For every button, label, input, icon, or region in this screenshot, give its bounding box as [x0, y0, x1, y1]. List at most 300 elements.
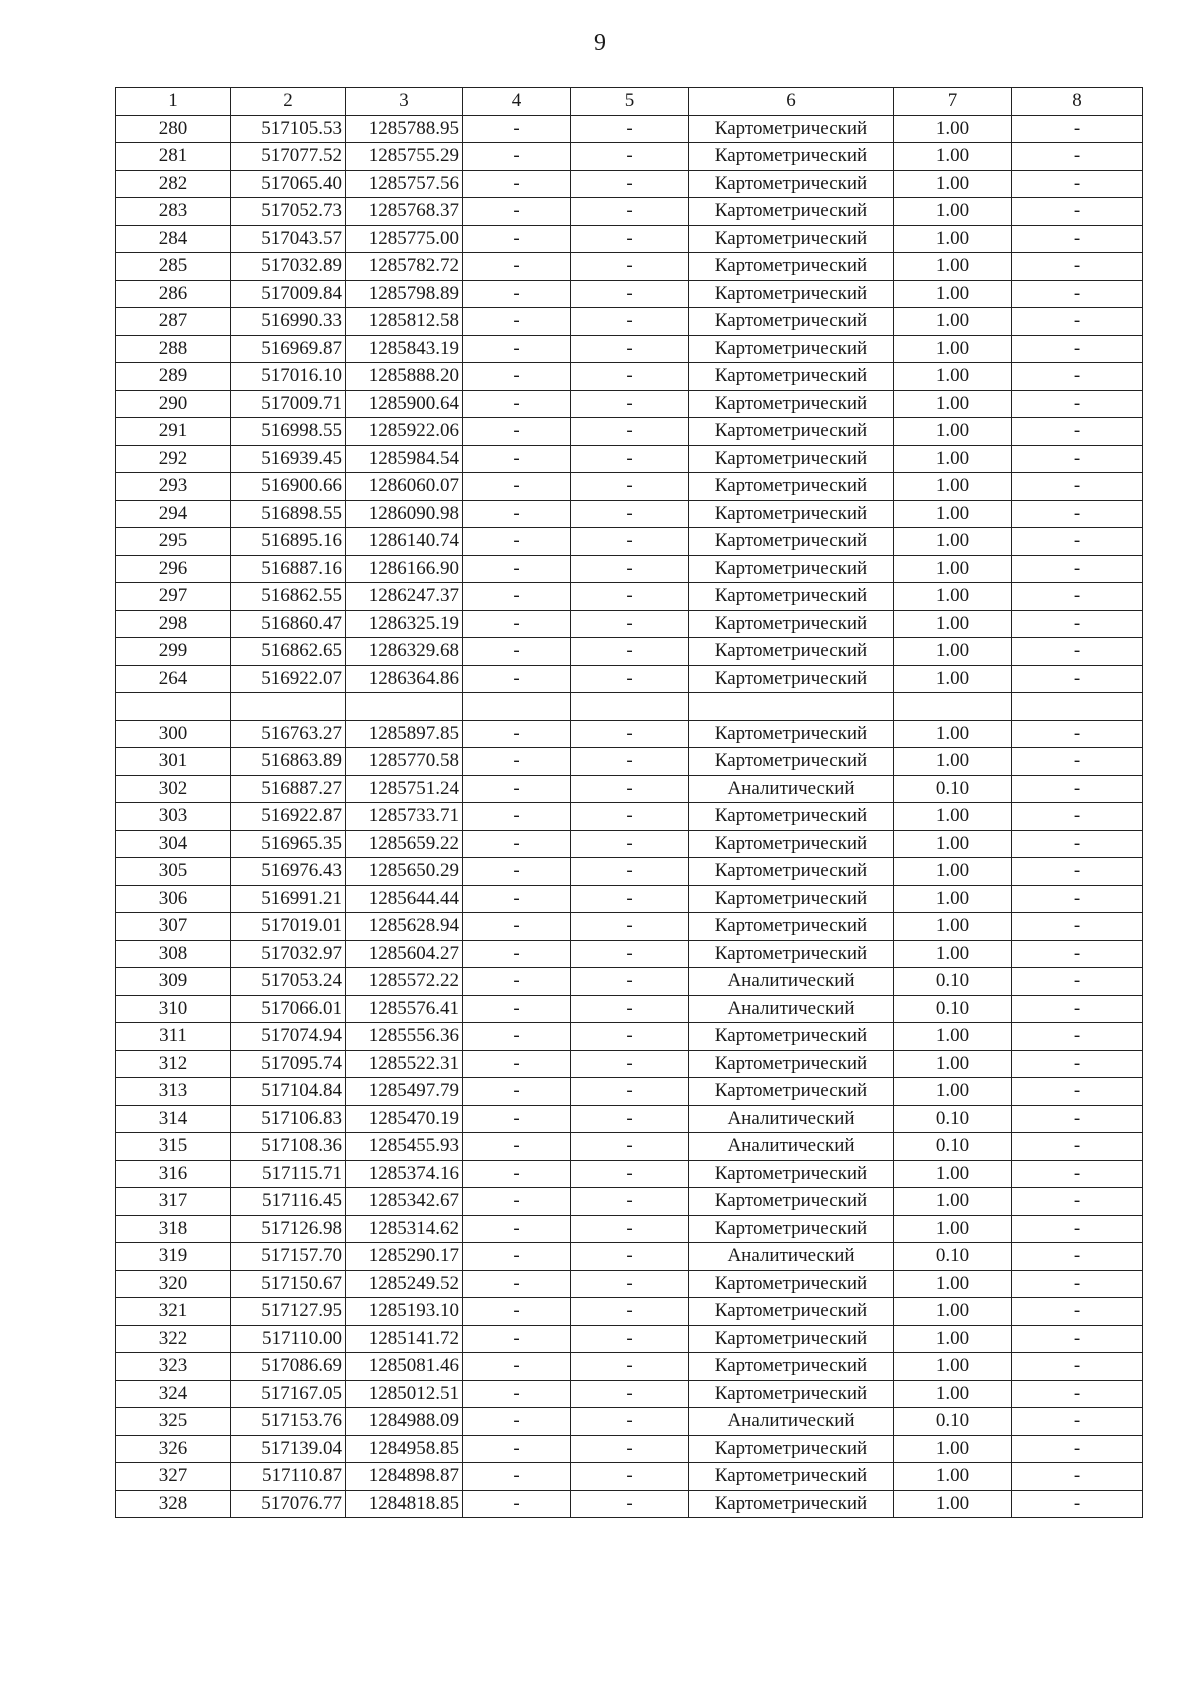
table-row [116, 1215, 1143, 1243]
table-row [116, 115, 1143, 143]
method-cell: Картометрический [689, 1435, 894, 1463]
point-number-cell: 321 [116, 1298, 231, 1326]
y-coordinate-cell: 1285081.46 [346, 1353, 463, 1381]
col5-cell: - [571, 830, 689, 858]
point-number-cell: 298 [116, 610, 231, 638]
col5-cell: - [571, 748, 689, 776]
accuracy-cell: 1.00 [894, 1050, 1012, 1078]
point-number-cell: 300 [116, 720, 231, 748]
y-coordinate-cell: 1285984.54 [346, 445, 463, 473]
x-coordinate-cell: 516998.55 [231, 418, 346, 446]
method-cell: Картометрический [689, 473, 894, 501]
table-row [116, 1188, 1143, 1216]
header-cell: 3 [346, 88, 463, 116]
col4-cell: - [463, 775, 571, 803]
point-number-cell: 287 [116, 308, 231, 336]
col4-cell: - [463, 335, 571, 363]
col4-cell: - [463, 968, 571, 996]
col8-cell: - [1012, 1270, 1143, 1298]
col8-cell: - [1012, 858, 1143, 886]
point-number-cell: 290 [116, 390, 231, 418]
table-row [116, 940, 1143, 968]
x-coordinate-cell: 517139.04 [231, 1435, 346, 1463]
y-coordinate-cell: 1284958.85 [346, 1435, 463, 1463]
point-number-cell: 314 [116, 1105, 231, 1133]
x-coordinate-cell: 517127.95 [231, 1298, 346, 1326]
col8-cell: - [1012, 775, 1143, 803]
point-number-cell: 294 [116, 500, 231, 528]
method-cell: Картометрический [689, 720, 894, 748]
col4-cell: - [463, 1133, 571, 1161]
accuracy-cell: 1.00 [894, 1353, 1012, 1381]
col8-cell: - [1012, 995, 1143, 1023]
table-row [116, 665, 1143, 693]
col8-cell: - [1012, 1105, 1143, 1133]
col4-cell: - [463, 225, 571, 253]
table-row [116, 528, 1143, 556]
accuracy-cell: 1.00 [894, 555, 1012, 583]
col5-cell: - [571, 1298, 689, 1326]
y-coordinate-cell: 1285751.24 [346, 775, 463, 803]
y-coordinate-cell: 1285290.17 [346, 1243, 463, 1271]
accuracy-cell: 0.10 [894, 968, 1012, 996]
header-cell: 2 [231, 88, 346, 116]
x-coordinate-cell: 516965.35 [231, 830, 346, 858]
method-cell: Картометрический [689, 858, 894, 886]
col5-cell: - [571, 1023, 689, 1051]
col4-cell: - [463, 1380, 571, 1408]
x-coordinate-cell: 516976.43 [231, 858, 346, 886]
y-coordinate-cell: 1285782.72 [346, 253, 463, 281]
table-row [116, 885, 1143, 913]
x-coordinate-cell: 516939.45 [231, 445, 346, 473]
col5-cell: - [571, 115, 689, 143]
col8-cell: - [1012, 1408, 1143, 1436]
col8-cell: - [1012, 638, 1143, 666]
accuracy-cell: 1.00 [894, 885, 1012, 913]
x-coordinate-cell: 517157.70 [231, 1243, 346, 1271]
col5-cell: - [571, 720, 689, 748]
y-coordinate-cell: 1286329.68 [346, 638, 463, 666]
header-cell: 7 [894, 88, 1012, 116]
accuracy-cell: 0.10 [894, 1243, 1012, 1271]
col4-cell: - [463, 913, 571, 941]
table-row [116, 253, 1143, 281]
point-number-cell: 281 [116, 143, 231, 171]
method-cell [689, 693, 894, 721]
col5-cell: - [571, 1133, 689, 1161]
method-cell: Аналитический [689, 775, 894, 803]
accuracy-cell: 1.00 [894, 583, 1012, 611]
table-separator-row [116, 693, 1143, 721]
x-coordinate-cell: 517086.69 [231, 1353, 346, 1381]
table-row [116, 1408, 1143, 1436]
header-cell: 4 [463, 88, 571, 116]
point-number-cell: 304 [116, 830, 231, 858]
point-number-cell: 324 [116, 1380, 231, 1408]
y-coordinate-cell: 1286090.98 [346, 500, 463, 528]
accuracy-cell: 1.00 [894, 308, 1012, 336]
col4-cell: - [463, 1353, 571, 1381]
col8-cell: - [1012, 1435, 1143, 1463]
col5-cell: - [571, 1435, 689, 1463]
y-coordinate-cell: 1285733.71 [346, 803, 463, 831]
x-coordinate-cell: 516990.33 [231, 308, 346, 336]
y-coordinate-cell: 1286060.07 [346, 473, 463, 501]
col4-cell: - [463, 1160, 571, 1188]
col8-cell: - [1012, 1298, 1143, 1326]
col8-cell: - [1012, 1380, 1143, 1408]
point-number-cell: 301 [116, 748, 231, 776]
accuracy-cell: 1.00 [894, 143, 1012, 171]
col4-cell: - [463, 1325, 571, 1353]
accuracy-cell: 1.00 [894, 803, 1012, 831]
table-row [116, 1105, 1143, 1133]
y-coordinate-cell: 1285757.56 [346, 170, 463, 198]
method-cell: Картометрический [689, 940, 894, 968]
table-row [116, 143, 1143, 171]
point-number-cell: 299 [116, 638, 231, 666]
accuracy-cell: 1.00 [894, 528, 1012, 556]
col4-cell: - [463, 1023, 571, 1051]
point-number-cell: 292 [116, 445, 231, 473]
col5-cell: - [571, 583, 689, 611]
y-coordinate-cell: 1285644.44 [346, 885, 463, 913]
col8-cell: - [1012, 830, 1143, 858]
col5-cell: - [571, 445, 689, 473]
point-number-cell: 316 [116, 1160, 231, 1188]
y-coordinate-cell: 1285788.95 [346, 115, 463, 143]
method-cell: Картометрический [689, 665, 894, 693]
point-number-cell: 293 [116, 473, 231, 501]
table-row [116, 968, 1143, 996]
accuracy-cell: 1.00 [894, 280, 1012, 308]
y-coordinate-cell: 1286364.86 [346, 665, 463, 693]
y-coordinate-cell: 1285572.22 [346, 968, 463, 996]
x-coordinate-cell: 516898.55 [231, 500, 346, 528]
table-row [116, 1078, 1143, 1106]
col5-cell: - [571, 1353, 689, 1381]
col4-cell: - [463, 390, 571, 418]
header-cell: 1 [116, 88, 231, 116]
table-row [116, 748, 1143, 776]
y-coordinate-cell: 1285012.51 [346, 1380, 463, 1408]
y-coordinate-cell: 1286325.19 [346, 610, 463, 638]
y-coordinate-cell: 1286166.90 [346, 555, 463, 583]
accuracy-cell: 1.00 [894, 363, 1012, 391]
accuracy-cell: 1.00 [894, 1325, 1012, 1353]
y-coordinate-cell [346, 693, 463, 721]
accuracy-cell: 1.00 [894, 500, 1012, 528]
table-header-row [116, 88, 1143, 116]
col8-cell: - [1012, 1050, 1143, 1078]
method-cell: Картометрический [689, 500, 894, 528]
point-number-cell: 311 [116, 1023, 231, 1051]
col8-cell: - [1012, 1188, 1143, 1216]
x-coordinate-cell: 517115.71 [231, 1160, 346, 1188]
x-coordinate-cell: 517077.52 [231, 143, 346, 171]
y-coordinate-cell: 1285650.29 [346, 858, 463, 886]
y-coordinate-cell: 1285900.64 [346, 390, 463, 418]
table-row [116, 1050, 1143, 1078]
col4-cell: - [463, 500, 571, 528]
method-cell: Картометрический [689, 418, 894, 446]
point-number-cell: 291 [116, 418, 231, 446]
method-cell: Картометрический [689, 143, 894, 171]
method-cell: Картометрический [689, 748, 894, 776]
col5-cell: - [571, 638, 689, 666]
point-number-cell: 296 [116, 555, 231, 583]
col4-cell: - [463, 1408, 571, 1436]
col5-cell: - [571, 775, 689, 803]
col8-cell: - [1012, 363, 1143, 391]
col8-cell: - [1012, 308, 1143, 336]
table-row [116, 720, 1143, 748]
accuracy-cell: 1.00 [894, 913, 1012, 941]
col5-cell: - [571, 995, 689, 1023]
table-row [116, 1325, 1143, 1353]
accuracy-cell: 1.00 [894, 940, 1012, 968]
y-coordinate-cell: 1285798.89 [346, 280, 463, 308]
col4-cell: - [463, 115, 571, 143]
accuracy-cell: 0.10 [894, 1133, 1012, 1161]
point-number-cell: 308 [116, 940, 231, 968]
table-row [116, 1133, 1143, 1161]
col5-cell: - [571, 280, 689, 308]
accuracy-cell: 0.10 [894, 775, 1012, 803]
col8-cell: - [1012, 418, 1143, 446]
accuracy-cell: 1.00 [894, 1435, 1012, 1463]
col4-cell: - [463, 748, 571, 776]
col8-cell: - [1012, 198, 1143, 226]
method-cell: Картометрический [689, 225, 894, 253]
table-row [116, 775, 1143, 803]
col4-cell: - [463, 418, 571, 446]
table-row [116, 335, 1143, 363]
method-cell: Картометрический [689, 1023, 894, 1051]
col4-cell: - [463, 1050, 571, 1078]
table-row [116, 830, 1143, 858]
table-row [116, 1490, 1143, 1518]
col8-cell: - [1012, 253, 1143, 281]
table-row [116, 225, 1143, 253]
method-cell: Аналитический [689, 1243, 894, 1271]
method-cell: Картометрический [689, 1078, 894, 1106]
table-row [116, 913, 1143, 941]
col5-cell: - [571, 1270, 689, 1298]
col4-cell: - [463, 1215, 571, 1243]
table-row [116, 1270, 1143, 1298]
col8-cell: - [1012, 390, 1143, 418]
method-cell: Аналитический [689, 1105, 894, 1133]
x-coordinate-cell: 517110.87 [231, 1463, 346, 1491]
col4-cell: - [463, 528, 571, 556]
col5-cell: - [571, 1463, 689, 1491]
y-coordinate-cell: 1284818.85 [346, 1490, 463, 1518]
accuracy-cell: 0.10 [894, 1408, 1012, 1436]
header-cell: 5 [571, 88, 689, 116]
y-coordinate-cell: 1285342.67 [346, 1188, 463, 1216]
x-coordinate-cell: 517053.24 [231, 968, 346, 996]
accuracy-cell: 0.10 [894, 1105, 1012, 1133]
y-coordinate-cell: 1285659.22 [346, 830, 463, 858]
method-cell: Картометрический [689, 555, 894, 583]
accuracy-cell: 1.00 [894, 1270, 1012, 1298]
col5-cell: - [571, 363, 689, 391]
x-coordinate-cell: 517052.73 [231, 198, 346, 226]
col5-cell: - [571, 1188, 689, 1216]
accuracy-cell: 1.00 [894, 1188, 1012, 1216]
method-cell: Картометрический [689, 1325, 894, 1353]
y-coordinate-cell: 1285193.10 [346, 1298, 463, 1326]
method-cell: Картометрический [689, 830, 894, 858]
col8-cell: - [1012, 1023, 1143, 1051]
x-coordinate-cell [231, 693, 346, 721]
accuracy-cell: 1.00 [894, 1490, 1012, 1518]
col4-cell: - [463, 583, 571, 611]
point-number-cell: 280 [116, 115, 231, 143]
point-number-cell: 327 [116, 1463, 231, 1491]
col8-cell: - [1012, 528, 1143, 556]
table-row [116, 308, 1143, 336]
y-coordinate-cell: 1285455.93 [346, 1133, 463, 1161]
col5-cell: - [571, 940, 689, 968]
point-number-cell: 310 [116, 995, 231, 1023]
x-coordinate-cell: 517009.71 [231, 390, 346, 418]
col8-cell: - [1012, 143, 1143, 171]
col5-cell: - [571, 473, 689, 501]
accuracy-cell: 1.00 [894, 665, 1012, 693]
x-coordinate-cell: 516900.66 [231, 473, 346, 501]
header-cell: 8 [1012, 88, 1143, 116]
col8-cell: - [1012, 335, 1143, 363]
col4-cell: - [463, 1490, 571, 1518]
accuracy-cell: 1.00 [894, 1078, 1012, 1106]
col8-cell: - [1012, 280, 1143, 308]
y-coordinate-cell: 1285374.16 [346, 1160, 463, 1188]
col8-cell: - [1012, 1215, 1143, 1243]
x-coordinate-cell: 517074.94 [231, 1023, 346, 1051]
x-coordinate-cell: 517105.53 [231, 115, 346, 143]
col4-cell: - [463, 1188, 571, 1216]
col8-cell: - [1012, 913, 1143, 941]
x-coordinate-cell: 516887.27 [231, 775, 346, 803]
y-coordinate-cell: 1285770.58 [346, 748, 463, 776]
col8-cell: - [1012, 1133, 1143, 1161]
point-number-cell: 284 [116, 225, 231, 253]
point-number-cell: 328 [116, 1490, 231, 1518]
table-row [116, 1435, 1143, 1463]
accuracy-cell: 1.00 [894, 1215, 1012, 1243]
method-cell: Картометрический [689, 335, 894, 363]
col5-cell: - [571, 225, 689, 253]
x-coordinate-cell: 516969.87 [231, 335, 346, 363]
col5-cell: - [571, 418, 689, 446]
col8-cell: - [1012, 1353, 1143, 1381]
y-coordinate-cell: 1284898.87 [346, 1463, 463, 1491]
x-coordinate-cell: 516863.89 [231, 748, 346, 776]
x-coordinate-cell: 516862.55 [231, 583, 346, 611]
point-number-cell: 307 [116, 913, 231, 941]
accuracy-cell: 1.00 [894, 830, 1012, 858]
x-coordinate-cell: 517032.97 [231, 940, 346, 968]
method-cell: Картометрический [689, 1463, 894, 1491]
accuracy-cell [894, 693, 1012, 721]
y-coordinate-cell: 1285775.00 [346, 225, 463, 253]
x-coordinate-cell: 516922.87 [231, 803, 346, 831]
x-coordinate-cell: 517065.40 [231, 170, 346, 198]
y-coordinate-cell: 1285843.19 [346, 335, 463, 363]
table-row [116, 170, 1143, 198]
col5-cell: - [571, 968, 689, 996]
y-coordinate-cell: 1285768.37 [346, 198, 463, 226]
col4-cell: - [463, 1270, 571, 1298]
method-cell: Картометрический [689, 913, 894, 941]
y-coordinate-cell: 1285922.06 [346, 418, 463, 446]
accuracy-cell: 1.00 [894, 445, 1012, 473]
point-number-cell: 264 [116, 665, 231, 693]
col4-cell: - [463, 308, 571, 336]
y-coordinate-cell: 1285604.27 [346, 940, 463, 968]
col5-cell: - [571, 143, 689, 171]
col4-cell: - [463, 638, 571, 666]
point-number-cell: 283 [116, 198, 231, 226]
method-cell: Картометрический [689, 170, 894, 198]
col5-cell: - [571, 555, 689, 583]
method-cell: Аналитический [689, 1408, 894, 1436]
point-number-cell: 326 [116, 1435, 231, 1463]
table-row [116, 555, 1143, 583]
accuracy-cell: 1.00 [894, 1160, 1012, 1188]
col4-cell: - [463, 1298, 571, 1326]
col8-cell: - [1012, 225, 1143, 253]
point-number-cell: 320 [116, 1270, 231, 1298]
x-coordinate-cell: 516860.47 [231, 610, 346, 638]
col4-cell: - [463, 1078, 571, 1106]
point-number-cell: 302 [116, 775, 231, 803]
col8-cell: - [1012, 1160, 1143, 1188]
point-number-cell: 309 [116, 968, 231, 996]
point-number-cell [116, 693, 231, 721]
point-number-cell: 322 [116, 1325, 231, 1353]
y-coordinate-cell: 1284988.09 [346, 1408, 463, 1436]
accuracy-cell: 1.00 [894, 638, 1012, 666]
col4-cell: - [463, 858, 571, 886]
col8-cell: - [1012, 803, 1143, 831]
col4-cell: - [463, 803, 571, 831]
col5-cell: - [571, 1325, 689, 1353]
point-number-cell: 286 [116, 280, 231, 308]
accuracy-cell: 1.00 [894, 390, 1012, 418]
col5-cell: - [571, 528, 689, 556]
point-number-cell: 295 [116, 528, 231, 556]
col4-cell: - [463, 445, 571, 473]
method-cell: Аналитический [689, 968, 894, 996]
x-coordinate-cell: 517076.77 [231, 1490, 346, 1518]
page-number: 9 [594, 30, 606, 56]
y-coordinate-cell: 1285249.52 [346, 1270, 463, 1298]
col4-cell: - [463, 1463, 571, 1491]
accuracy-cell: 1.00 [894, 198, 1012, 226]
x-coordinate-cell: 517019.01 [231, 913, 346, 941]
col4-cell: - [463, 1105, 571, 1133]
col4-cell: - [463, 995, 571, 1023]
point-number-cell: 285 [116, 253, 231, 281]
col5-cell: - [571, 1160, 689, 1188]
y-coordinate-cell: 1286247.37 [346, 583, 463, 611]
method-cell: Картометрический [689, 1050, 894, 1078]
col5-cell: - [571, 1078, 689, 1106]
